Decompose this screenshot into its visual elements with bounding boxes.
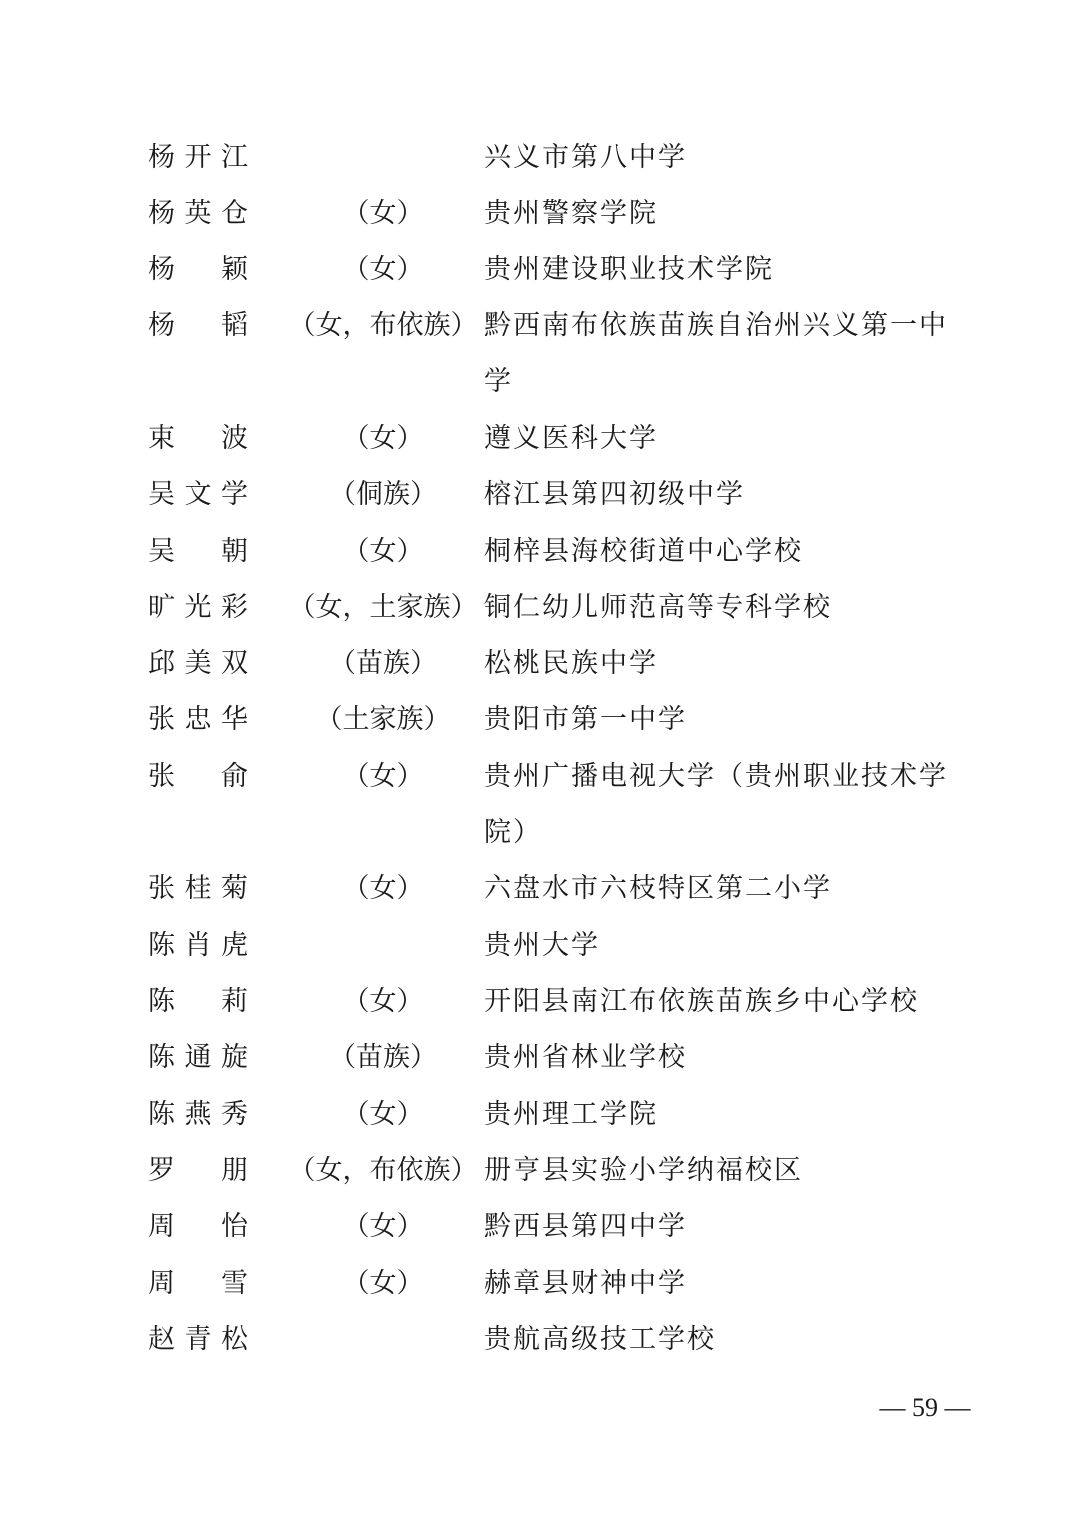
organization: 册亨县实验小学纳福校区 (484, 1155, 803, 1186)
person-note: （女） (342, 1099, 424, 1130)
person-note: （女） (342, 254, 424, 285)
person-name: 杨 韬 (148, 310, 248, 341)
person-name: 杨英仓 (148, 198, 248, 229)
organization: 贵航高级技工学校 (484, 1324, 716, 1355)
organization: 贵州广播电视大学（贵州职业技术学 (484, 761, 948, 792)
organization-continuation: 学 (484, 366, 513, 397)
person-note: （女） (342, 198, 424, 229)
person-name: 张桂菊 (148, 873, 248, 904)
organization: 开阳县南江布依族苗族乡中心学校 (484, 986, 919, 1017)
person-name: 陈通旋 (148, 1042, 248, 1073)
organization: 遵义医科大学 (484, 423, 658, 454)
organization: 黔西县第四中学 (484, 1211, 687, 1242)
person-name: 张 俞 (148, 761, 248, 792)
list-item (0, 1256, 1074, 1312)
person-name: 吴 朝 (148, 536, 248, 567)
organization: 贵州理工学院 (484, 1099, 658, 1130)
person-name: 杨 颖 (148, 254, 248, 285)
person-note: （女） (342, 986, 424, 1017)
list-item (0, 411, 1074, 467)
person-note: （女） (342, 1268, 424, 1299)
organization-continuation: 院） (484, 817, 542, 848)
list-item (0, 861, 1074, 917)
person-note: （女） (342, 873, 424, 904)
person-name: 周 怡 (148, 1211, 248, 1242)
list-item (0, 298, 1074, 354)
organization: 贵州警察学院 (484, 198, 658, 229)
person-note: （苗族） (329, 1042, 437, 1073)
person-name: 陈 莉 (148, 986, 248, 1017)
list-item (0, 242, 1074, 298)
list-item (0, 636, 1074, 692)
list-item (0, 692, 1074, 748)
person-name: 吴文学 (148, 479, 248, 510)
person-note: （女） (342, 536, 424, 567)
page-number: — 59 — (879, 1393, 971, 1422)
organization: 兴义市第八中学 (484, 142, 687, 173)
person-note: （女，布依族） (288, 310, 478, 341)
list-item-continuation (0, 805, 1074, 861)
list-item (0, 1143, 1074, 1199)
person-name: 周 雪 (148, 1268, 248, 1299)
list-item (0, 1087, 1074, 1143)
organization: 赫章县财神中学 (484, 1268, 687, 1299)
list-item (0, 918, 1074, 974)
person-name: 赵青松 (148, 1324, 248, 1355)
organization: 榕江县第四初级中学 (484, 479, 745, 510)
list-item (0, 580, 1074, 636)
organization: 贵阳市第一中学 (484, 704, 687, 735)
list-item (0, 1030, 1074, 1086)
person-name: 张忠华 (148, 704, 248, 735)
list-item (0, 749, 1074, 805)
list-item (0, 467, 1074, 523)
list-item (0, 130, 1074, 186)
list-item-continuation (0, 354, 1074, 410)
person-note: （苗族） (329, 648, 437, 679)
person-note: （女，土家族） (288, 592, 478, 623)
person-name: 旷光彩 (148, 592, 248, 623)
person-name: 陈肖虎 (148, 930, 248, 961)
person-note: （女） (342, 761, 424, 792)
person-name: 束 波 (148, 423, 248, 454)
organization: 贵州大学 (484, 930, 600, 961)
person-name: 杨开江 (148, 142, 248, 173)
list-item (0, 524, 1074, 580)
organization: 铜仁幼儿师范高等专科学校 (484, 592, 832, 623)
person-note: （女，布依族） (288, 1155, 478, 1186)
organization: 贵州省林业学校 (484, 1042, 687, 1073)
list-item (0, 186, 1074, 242)
person-note: （女） (342, 423, 424, 454)
person-name: 陈燕秀 (148, 1099, 248, 1130)
list-item (0, 974, 1074, 1030)
organization: 黔西南布依族苗族自治州兴义第一中 (484, 310, 948, 341)
organization: 松桃民族中学 (484, 648, 658, 679)
person-note: （侗族） (329, 479, 437, 510)
organization: 六盘水市六枝特区第二小学 (484, 873, 832, 904)
person-name: 罗 朋 (148, 1155, 248, 1186)
person-name: 邱美双 (148, 648, 248, 679)
organization: 桐梓县海校街道中心学校 (484, 536, 803, 567)
list-item (0, 1199, 1074, 1255)
organization: 贵州建设职业技术学院 (484, 254, 774, 285)
person-note: （女） (342, 1211, 424, 1242)
list-item (0, 1312, 1074, 1368)
person-note: （土家族） (315, 704, 451, 735)
